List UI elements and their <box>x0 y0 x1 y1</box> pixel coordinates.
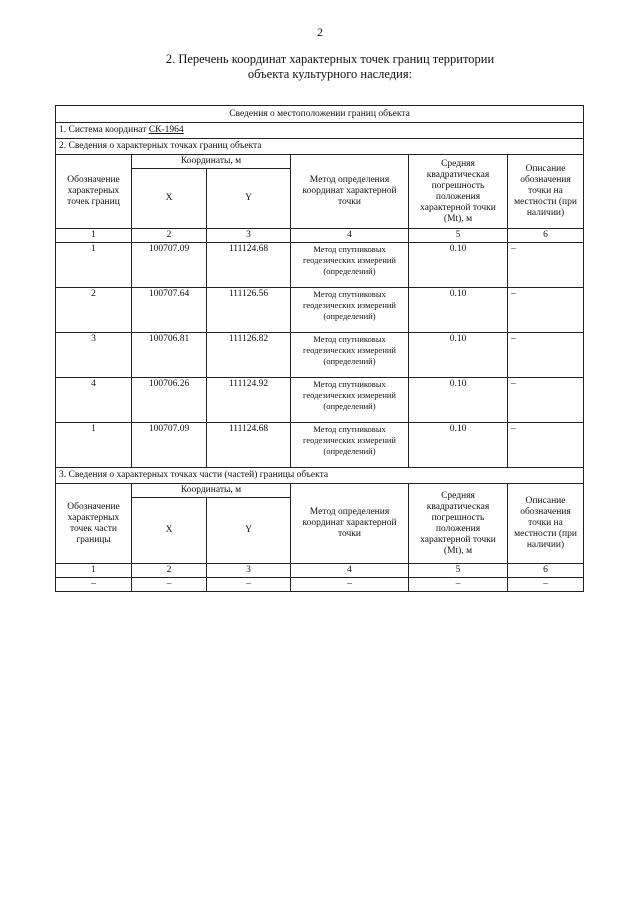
cell-x: 100707.09 <box>132 423 207 468</box>
table-title: Сведения о местоположении границ объекта <box>56 106 584 123</box>
cell-description: – <box>508 243 584 288</box>
header-part-error: Средняя квадратическая погрешность положения характерной точки (Mt), м <box>409 484 508 564</box>
column-number: 2 <box>132 229 207 243</box>
header-part-x: X <box>132 498 207 564</box>
cell-error: 0.10 <box>409 423 508 468</box>
cell-x: 100706.81 <box>132 333 207 378</box>
header-error: Средняя квадратическая погрешность положения характерной точки (Mt), м <box>409 155 508 229</box>
cell-error: 0.10 <box>409 333 508 378</box>
column-number: 5 <box>409 564 508 578</box>
column-number: 1 <box>56 564 132 578</box>
cell-empty: – <box>132 578 207 592</box>
column-number: 5 <box>409 229 508 243</box>
header-part-method: Метод определения координат характерной точки <box>291 484 409 564</box>
column-number: 6 <box>508 564 584 578</box>
column-number: 3 <box>207 564 291 578</box>
cell-empty: – <box>56 578 132 592</box>
heading-line-2: объекта культурного наследия: <box>247 67 413 81</box>
column-number: 4 <box>291 229 409 243</box>
cell-error: 0.10 <box>409 378 508 423</box>
header-part-designation: Обозначение характерных точек части границы <box>56 484 132 564</box>
table-row <box>56 378 584 423</box>
table-row <box>56 423 584 468</box>
cell-y: 111124.68 <box>207 243 291 288</box>
document-heading <box>60 52 600 82</box>
cell-point: 1 <box>56 243 132 288</box>
cell-point: 2 <box>56 288 132 333</box>
cell-x: 100706.26 <box>132 378 207 423</box>
cell-point: 1 <box>56 423 132 468</box>
cell-description: – <box>508 333 584 378</box>
cell-error: 0.10 <box>409 243 508 288</box>
coord-system-label: 1. Система координат <box>59 125 149 135</box>
column-number: 1 <box>56 229 132 243</box>
boundary-coordinates-table <box>55 105 584 592</box>
cell-method: Метод спутниковых геодезических измерений (определений) <box>291 333 409 378</box>
header-description: Описание обозначения точки на местности (при наличии) <box>508 155 584 229</box>
page-number: 2 <box>317 25 323 39</box>
header-part-coordinates: Координаты, м <box>132 484 291 498</box>
cell-point: 3 <box>56 333 132 378</box>
cell-method: Метод спутниковых геодезических измерений (определений) <box>291 423 409 468</box>
column-number: 4 <box>291 564 409 578</box>
section-3-title: 3. Сведения о характерных точках части (частей) границы объекта <box>56 468 584 484</box>
cell-y: 111126.56 <box>207 288 291 333</box>
cell-y: 111124.68 <box>207 423 291 468</box>
coord-system-row <box>56 123 584 139</box>
header-y: Y <box>207 169 291 229</box>
header-designation: Обозначение характерных точек границ <box>56 155 132 229</box>
coord-system-value: СК-1964 <box>148 125 184 135</box>
cell-point: 4 <box>56 378 132 423</box>
cell-description: – <box>508 423 584 468</box>
cell-method: Метод спутниковых геодезических измерений (определений) <box>291 288 409 333</box>
cell-x: 100707.64 <box>132 288 207 333</box>
cell-description: – <box>508 288 584 333</box>
column-number: 6 <box>508 229 584 243</box>
header-coordinates: Координаты, м <box>132 155 291 169</box>
cell-empty: – <box>508 578 584 592</box>
heading-line-1: 2. Перечень координат характерных точек границ территории <box>165 52 495 66</box>
table-row-empty <box>56 578 584 592</box>
header-method: Метод определения координат характерной точки <box>291 155 409 229</box>
header-x: X <box>132 169 207 229</box>
column-number: 2 <box>132 564 207 578</box>
cell-y: 111124.92 <box>207 378 291 423</box>
cell-method: Метод спутниковых геодезических измерений (определений) <box>291 378 409 423</box>
cell-method: Метод спутниковых геодезических измерений (определений) <box>291 243 409 288</box>
header-part-description: Описание обозначения точки на местности (при наличии) <box>508 484 584 564</box>
part-column-numbers-row <box>56 564 584 578</box>
table-row <box>56 333 584 378</box>
cell-y: 111126.82 <box>207 333 291 378</box>
cell-empty: – <box>409 578 508 592</box>
cell-empty: – <box>291 578 409 592</box>
cell-empty: – <box>207 578 291 592</box>
section-2-title: 2. Сведения о характерных точках границ объекта <box>56 139 584 155</box>
table-row <box>56 243 584 288</box>
table-row <box>56 288 584 333</box>
cell-description: – <box>508 378 584 423</box>
cell-error: 0.10 <box>409 288 508 333</box>
column-number: 3 <box>207 229 291 243</box>
cell-x: 100707.09 <box>132 243 207 288</box>
column-numbers-row <box>56 229 584 243</box>
header-part-y: Y <box>207 498 291 564</box>
